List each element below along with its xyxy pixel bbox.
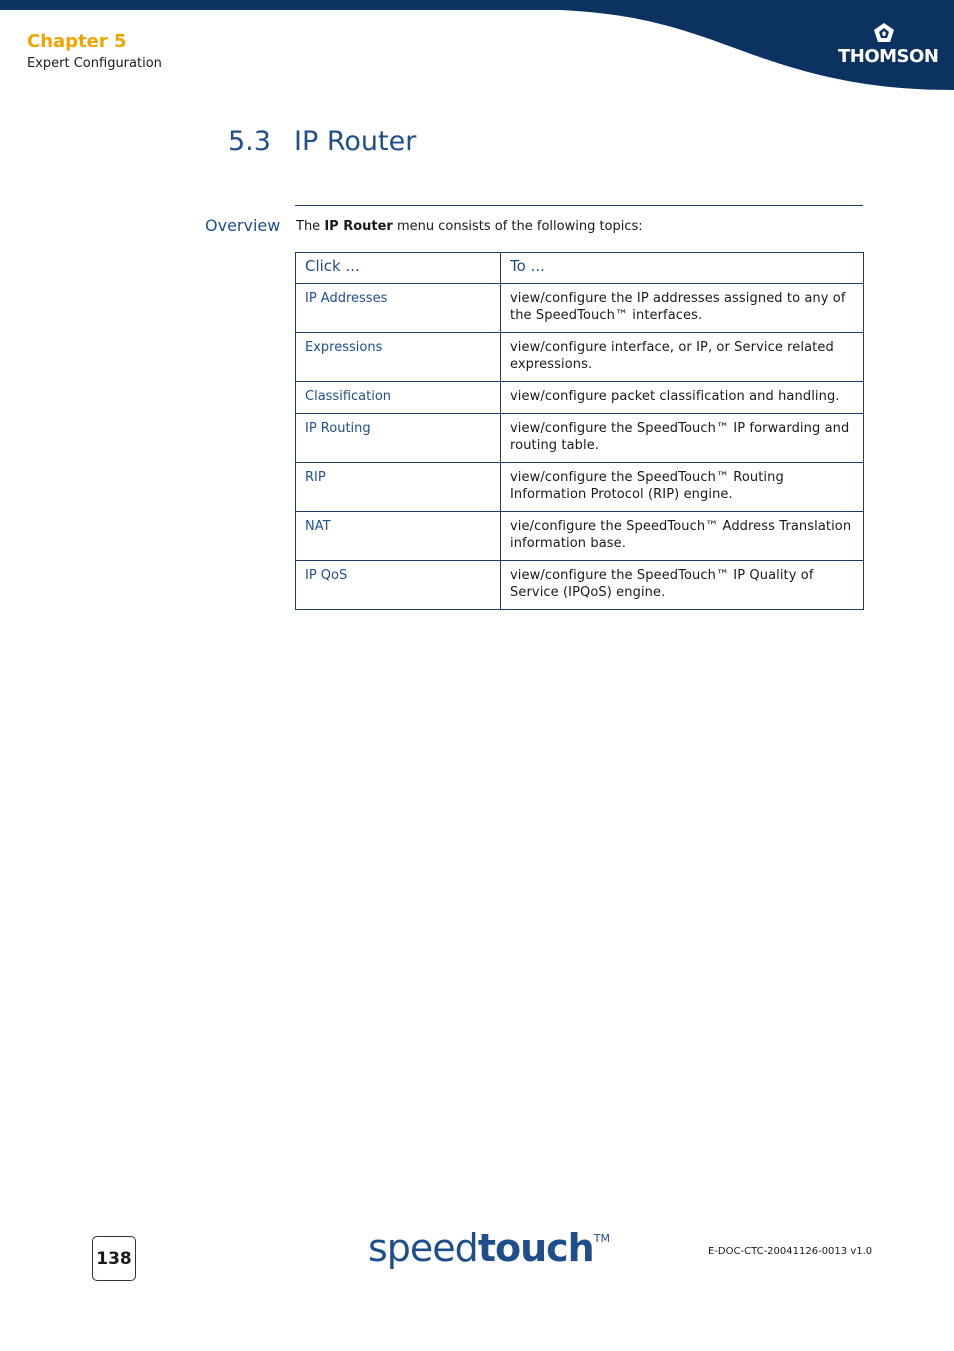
- topic-description: view/configure packet classification and handling.: [501, 382, 864, 414]
- header-swoosh: [0, 0, 954, 92]
- document-id: E-DOC-CTC-20041126-0013 v1.0: [708, 1246, 873, 1257]
- table-row: [296, 463, 864, 512]
- topic-link[interactable]: NAT: [296, 512, 501, 561]
- page-number: 138: [92, 1236, 136, 1281]
- table-row: [296, 512, 864, 561]
- topic-description: view/configure the SpeedTouch™ Routing Information Protocol (RIP) engine.: [501, 463, 864, 512]
- topic-description: view/configure the SpeedTouch™ IP forwarding and routing table.: [501, 414, 864, 463]
- speedtouch-logo: [368, 1226, 610, 1270]
- section-title: [228, 126, 416, 157]
- thomson-logo-icon: [872, 22, 896, 44]
- table-header-row: [296, 253, 864, 284]
- logo-touch: touch: [477, 1226, 594, 1270]
- chapter-label: Chapter 5: [27, 31, 127, 52]
- overview-intro: [296, 219, 643, 234]
- table-row: [296, 333, 864, 382]
- topic-description: view/configure interface, or IP, or Service related expressions.: [501, 333, 864, 382]
- table-row: [296, 414, 864, 463]
- topic-description: view/configure the SpeedTouch™ IP Quality of Service (IPQoS) engine.: [501, 561, 864, 610]
- intro-text-after: menu consists of the following topics:: [392, 219, 643, 234]
- intro-text-bold: IP Router: [324, 219, 393, 234]
- brand-name: THOMSON: [838, 46, 939, 67]
- chapter-title: Expert Configuration: [27, 56, 162, 71]
- topic-link[interactable]: RIP: [296, 463, 501, 512]
- topic-link[interactable]: Expressions: [296, 333, 501, 382]
- logo-speed: speed: [368, 1226, 478, 1270]
- section-rule: [295, 205, 863, 206]
- topic-description: vie/configure the SpeedTouch™ Address Translation information base.: [501, 512, 864, 561]
- header-to: To ...: [501, 253, 864, 284]
- overview-heading: Overview: [205, 216, 281, 235]
- header-click: Click ...: [296, 253, 501, 284]
- topic-description: view/configure the IP addresses assigned to any of the SpeedTouch™ interfaces.: [501, 284, 864, 333]
- topic-link[interactable]: IP QoS: [296, 561, 501, 610]
- section-number: 5.3: [228, 126, 271, 157]
- topics-table: [295, 252, 864, 610]
- topic-link[interactable]: IP Routing: [296, 414, 501, 463]
- logo-trademark: TM: [593, 1232, 610, 1245]
- topic-link[interactable]: Classification: [296, 382, 501, 414]
- table-row: [296, 561, 864, 610]
- topic-link[interactable]: IP Addresses: [296, 284, 501, 333]
- intro-text-before: The: [296, 219, 325, 234]
- table-row: [296, 284, 864, 333]
- table-row: [296, 382, 864, 414]
- section-title-text: IP Router: [294, 126, 417, 157]
